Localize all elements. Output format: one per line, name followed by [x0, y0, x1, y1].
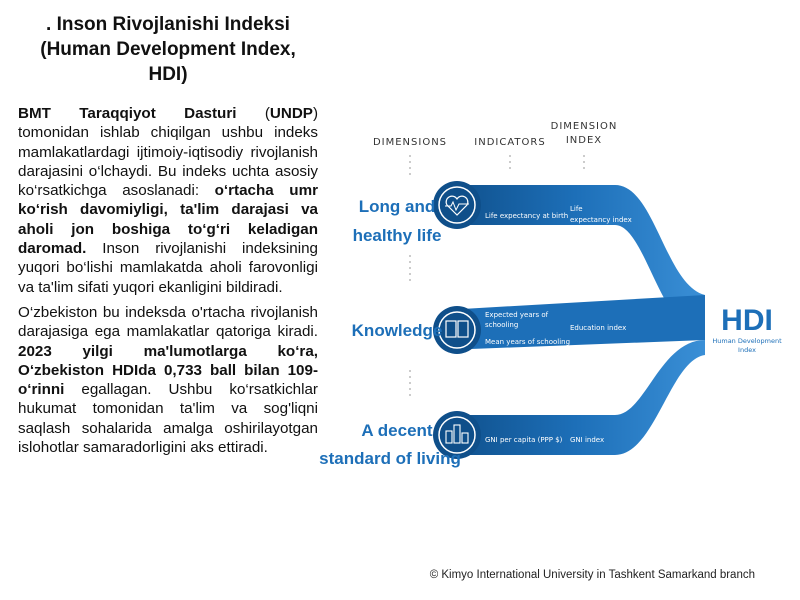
indicator-life-expectancy: Life expectancy at birth — [485, 212, 569, 220]
undp-abbr: UNDP — [269, 105, 313, 122]
title-line-1: . Inson Rivojlanishi Indeksi — [46, 14, 290, 35]
dimension-living-line-1: A decent — [361, 421, 433, 440]
indicators-highlight: o‘rtacha umr ko‘rish davomiyligi, ta'lim darajasi va aholi jon boshiga to‘g‘ri keladigan daromad. — [18, 182, 318, 258]
heart-pulse-icon — [433, 181, 481, 229]
hdi-sublabel-2: Index — [738, 346, 756, 354]
header-index-line-2: INDEX — [565, 135, 603, 146]
index-gni: GNI index — [570, 436, 605, 444]
copyright-credit: © Kimyo International University in Tashkent Samarkand branch — [429, 569, 755, 581]
header-indicators: INDICATORS — [474, 137, 546, 148]
indicator-gni: GNI per capita (PPP $) — [485, 436, 563, 444]
undp-name: BMT Taraqqiyot Dasturi — [18, 105, 237, 122]
index-life-1: Life — [570, 205, 583, 213]
paragraph-2 — [18, 303, 318, 457]
paragraph-2-text-b: egallagan. Ushbu ko‘rsatkichlar hukumat tomonidan ta'lim va sog'liqni saqlash sohalarida amalga oshirilayotgan islohotlar samaradorligini aks ettiradi. — [18, 381, 318, 457]
header-dimensions: DIMENSIONS — [372, 137, 448, 148]
dimension-living-line-2: standard of living — [319, 449, 461, 468]
paragraph-1 — [18, 104, 318, 297]
page-title — [18, 12, 318, 87]
dimension-health-line-2: healthy life — [352, 226, 442, 245]
paragraph-2-text-a: O‘zbekiston bu indeksda o'rtacha rivojlanish darajasiga ega mamlakatlar qatoriga kiradi. — [18, 303, 318, 341]
header-index-line-1: DIMENSION — [550, 121, 618, 132]
hdi-label: HDI — [721, 304, 773, 337]
paren-open: ( — [236, 105, 270, 122]
paragraph-1-text-a: ) tomonidan ishlab chiqilgan ushbu indeks mamlakatlardagi ijtimoiy-iqtisodiy rivojlanish darajasini o‘lchaydi. Bu indeks uchta asosiy ko‘rsatkichga asoslanadi: — [18, 105, 319, 200]
hdi-diagram — [319, 115, 785, 505]
flow-band-middle — [445, 295, 705, 350]
dimension-knowledge: Knowledge — [351, 321, 443, 340]
hdi-sublabel-1: Human Development — [712, 337, 782, 345]
indicator-expected-years-1: Expected years of — [485, 311, 549, 319]
index-education: Education index — [570, 324, 627, 332]
index-life-2: expectancy index — [570, 216, 632, 224]
body-text — [18, 104, 318, 463]
indicator-mean-years: Mean years of schooling — [485, 338, 571, 346]
title-line-2: (Human Development Index, — [40, 39, 296, 60]
indicator-expected-years-2: schooling — [485, 321, 519, 329]
uzbekistan-rank-highlight: 2023 yilgi ma'lumotlarga ko‘ra, O‘zbekiston HDIda 0,733 ball bilan 109-o‘rinni — [18, 342, 318, 399]
paragraph-1-text-b: Inson rivojlanishi indeksining yuqori bo‘lishi mamlakatda aholi farovonligi va ta'lim sifati yuqori ekanligini bildiradi. — [18, 240, 318, 296]
title-line-3: HDI) — [148, 64, 188, 85]
dimension-health-line-1: Long and — [358, 197, 436, 216]
